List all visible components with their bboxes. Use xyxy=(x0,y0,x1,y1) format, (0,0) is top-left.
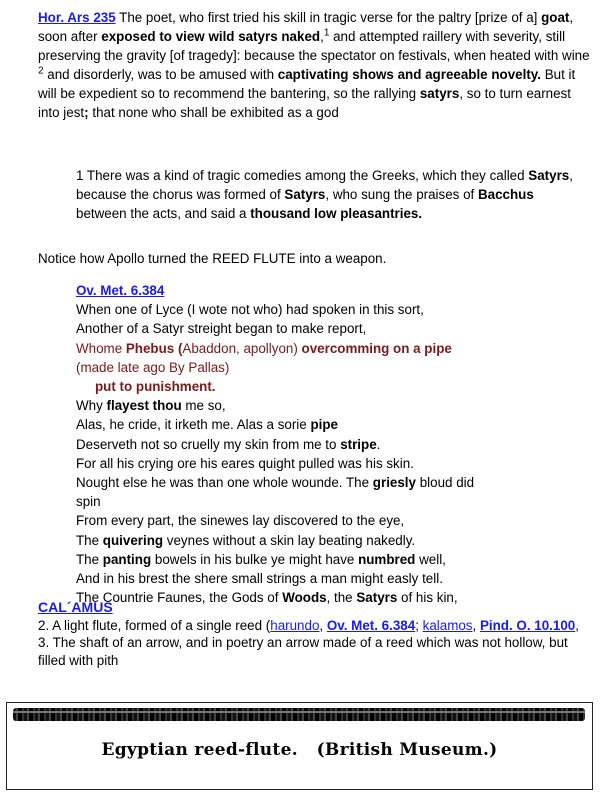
text: Nought else he was than one whole wounde. The xyxy=(76,475,373,491)
bold-text: quivering xyxy=(102,532,164,548)
poem-line xyxy=(76,377,596,396)
text: , xyxy=(320,29,324,44)
poem-line: And in his brest the shere small strings a man might easly tell. xyxy=(76,571,443,587)
footnote-marker: 1 xyxy=(323,27,330,39)
poem-line xyxy=(76,473,476,511)
bold-text: Bacchus xyxy=(477,187,534,202)
text: The poet, who first tried his skill in tragic verse for the paltry [prize of a] xyxy=(115,10,542,25)
text: The Countrie Faunes, the Gods of xyxy=(76,590,283,606)
bold-text: Satyrs xyxy=(528,168,570,183)
text: bowels in his bulke ye might have xyxy=(151,551,359,567)
poem-line: For all his crying ore his eares quight pulled was his skin. xyxy=(76,455,414,471)
poem-line: (made late ago By Pallas) xyxy=(76,359,230,375)
notice-line: Notice how Apollo turned the REED FLUTE into a weapon. xyxy=(38,251,387,266)
poem-line xyxy=(76,415,596,434)
text: me so, xyxy=(181,398,226,414)
text: Why xyxy=(76,398,107,414)
bold-text: exposed to view wild satyrs naked xyxy=(101,29,321,44)
text: 1 There was a kind of tragic comedies among the Greeks, which they called xyxy=(76,168,529,183)
bold-text: Phebus ( xyxy=(125,340,183,356)
calamus-entry xyxy=(38,599,594,669)
text: Deserveth not so cruelly my skin from me to xyxy=(76,436,341,452)
reed-flute-image xyxy=(13,708,585,721)
bold-text: panting xyxy=(102,551,152,567)
text: , who sung the praises of xyxy=(325,187,478,202)
footnote xyxy=(76,166,576,223)
bold-text: flayest thou xyxy=(106,398,182,414)
ovid-poem xyxy=(76,281,596,607)
text: veynes without a skin lay beating nakedly. xyxy=(163,532,416,548)
text: that none who shall be exhibited as a god xyxy=(88,105,339,120)
bold-text: goat xyxy=(541,10,570,25)
text: , soon after xyxy=(38,10,574,44)
bold-text: pipe xyxy=(310,417,338,433)
bold-text: thousand low pleasantries. xyxy=(250,206,423,221)
definition-3: 3. The shaft of an arrow, and in poetry an arrow made of a reed which was not hollow, but filled with pith xyxy=(38,635,568,668)
poem-line xyxy=(76,396,596,415)
hor-ars-235-link[interactable]: Hor. Ars 235 xyxy=(38,10,116,25)
text: ; xyxy=(415,617,423,633)
ov-met-6-384-link[interactable]: Ov. Met. 6.384 xyxy=(76,283,165,298)
calamus-link[interactable]: CAL´AMUS xyxy=(38,599,113,615)
text: , xyxy=(575,617,579,633)
bold-text: stripe xyxy=(340,436,377,452)
bold-text: put to punishment. xyxy=(95,379,216,395)
text: bloud did spin xyxy=(76,475,475,510)
text: Abaddon, apollyon) xyxy=(182,340,302,356)
text: The xyxy=(76,551,103,567)
text: Whome xyxy=(76,340,126,356)
text: , xyxy=(472,617,480,633)
text: But it will be expedient so to recommend the bantering, so the rallying xyxy=(38,67,576,101)
text: between the acts, and said a xyxy=(76,206,251,221)
figure-caption: Egyptian reed-flute. (British Museum.) xyxy=(101,740,498,760)
poem-line xyxy=(76,339,596,358)
poem-line xyxy=(76,550,596,569)
text: and attempted raillery with severity, still preserving the gravity [of tragedy]: because the spectator on festivals, when heated with wine xyxy=(38,29,590,63)
bold-text: Satyrs xyxy=(356,590,398,606)
ov-met-link[interactable]: Ov. Met. 6.384 xyxy=(326,617,416,633)
bold-text: captivating shows and agreeable novelty. xyxy=(277,67,541,82)
text: The xyxy=(76,532,103,548)
kalamos-link[interactable]: kalamos xyxy=(422,617,473,633)
bold-text: numbred xyxy=(358,551,416,567)
pind-o-link[interactable]: Pind. O. 10.100 xyxy=(479,617,576,633)
poem-line: When one of Lyce (I wote not who) had spoken in this sort, xyxy=(76,302,424,318)
text: , so to turn earnest into jest xyxy=(38,86,571,120)
harundo-link[interactable]: harundo xyxy=(270,617,320,633)
text: , because the chorus was formed of xyxy=(76,168,573,202)
reed-flute-highlight xyxy=(13,711,585,713)
poem-line: Another of a Satyr streight began to make report, xyxy=(76,321,367,337)
definition-2 xyxy=(38,617,594,635)
bold-text: satyrs xyxy=(419,86,460,101)
horace-paragraph xyxy=(38,8,594,122)
bold-text: griesly xyxy=(372,475,416,491)
bold-text: overcomming on a pipe xyxy=(301,340,452,356)
bold-text: Satyrs xyxy=(284,187,326,202)
bold-text: ; xyxy=(84,105,89,120)
bold-text: Woods xyxy=(282,590,327,606)
poem-line xyxy=(76,531,596,550)
text: of his kin, xyxy=(397,590,458,606)
text: , the xyxy=(326,590,357,606)
text: Alas, he cride, it irketh me. Alas a sorie xyxy=(76,417,311,433)
poem-line: From every part, the sinewes lay discovered to the eye, xyxy=(76,513,405,529)
text: . xyxy=(376,436,381,452)
reed-flute-figure xyxy=(6,702,593,790)
text: well, xyxy=(415,551,446,567)
footnote-marker: 2 xyxy=(38,65,44,77)
poem-line xyxy=(76,435,596,454)
text: 2. A light flute, formed of a single reed ( xyxy=(38,617,271,633)
text: and disorderly, was to be amused with xyxy=(43,67,278,82)
text: , xyxy=(319,617,327,633)
